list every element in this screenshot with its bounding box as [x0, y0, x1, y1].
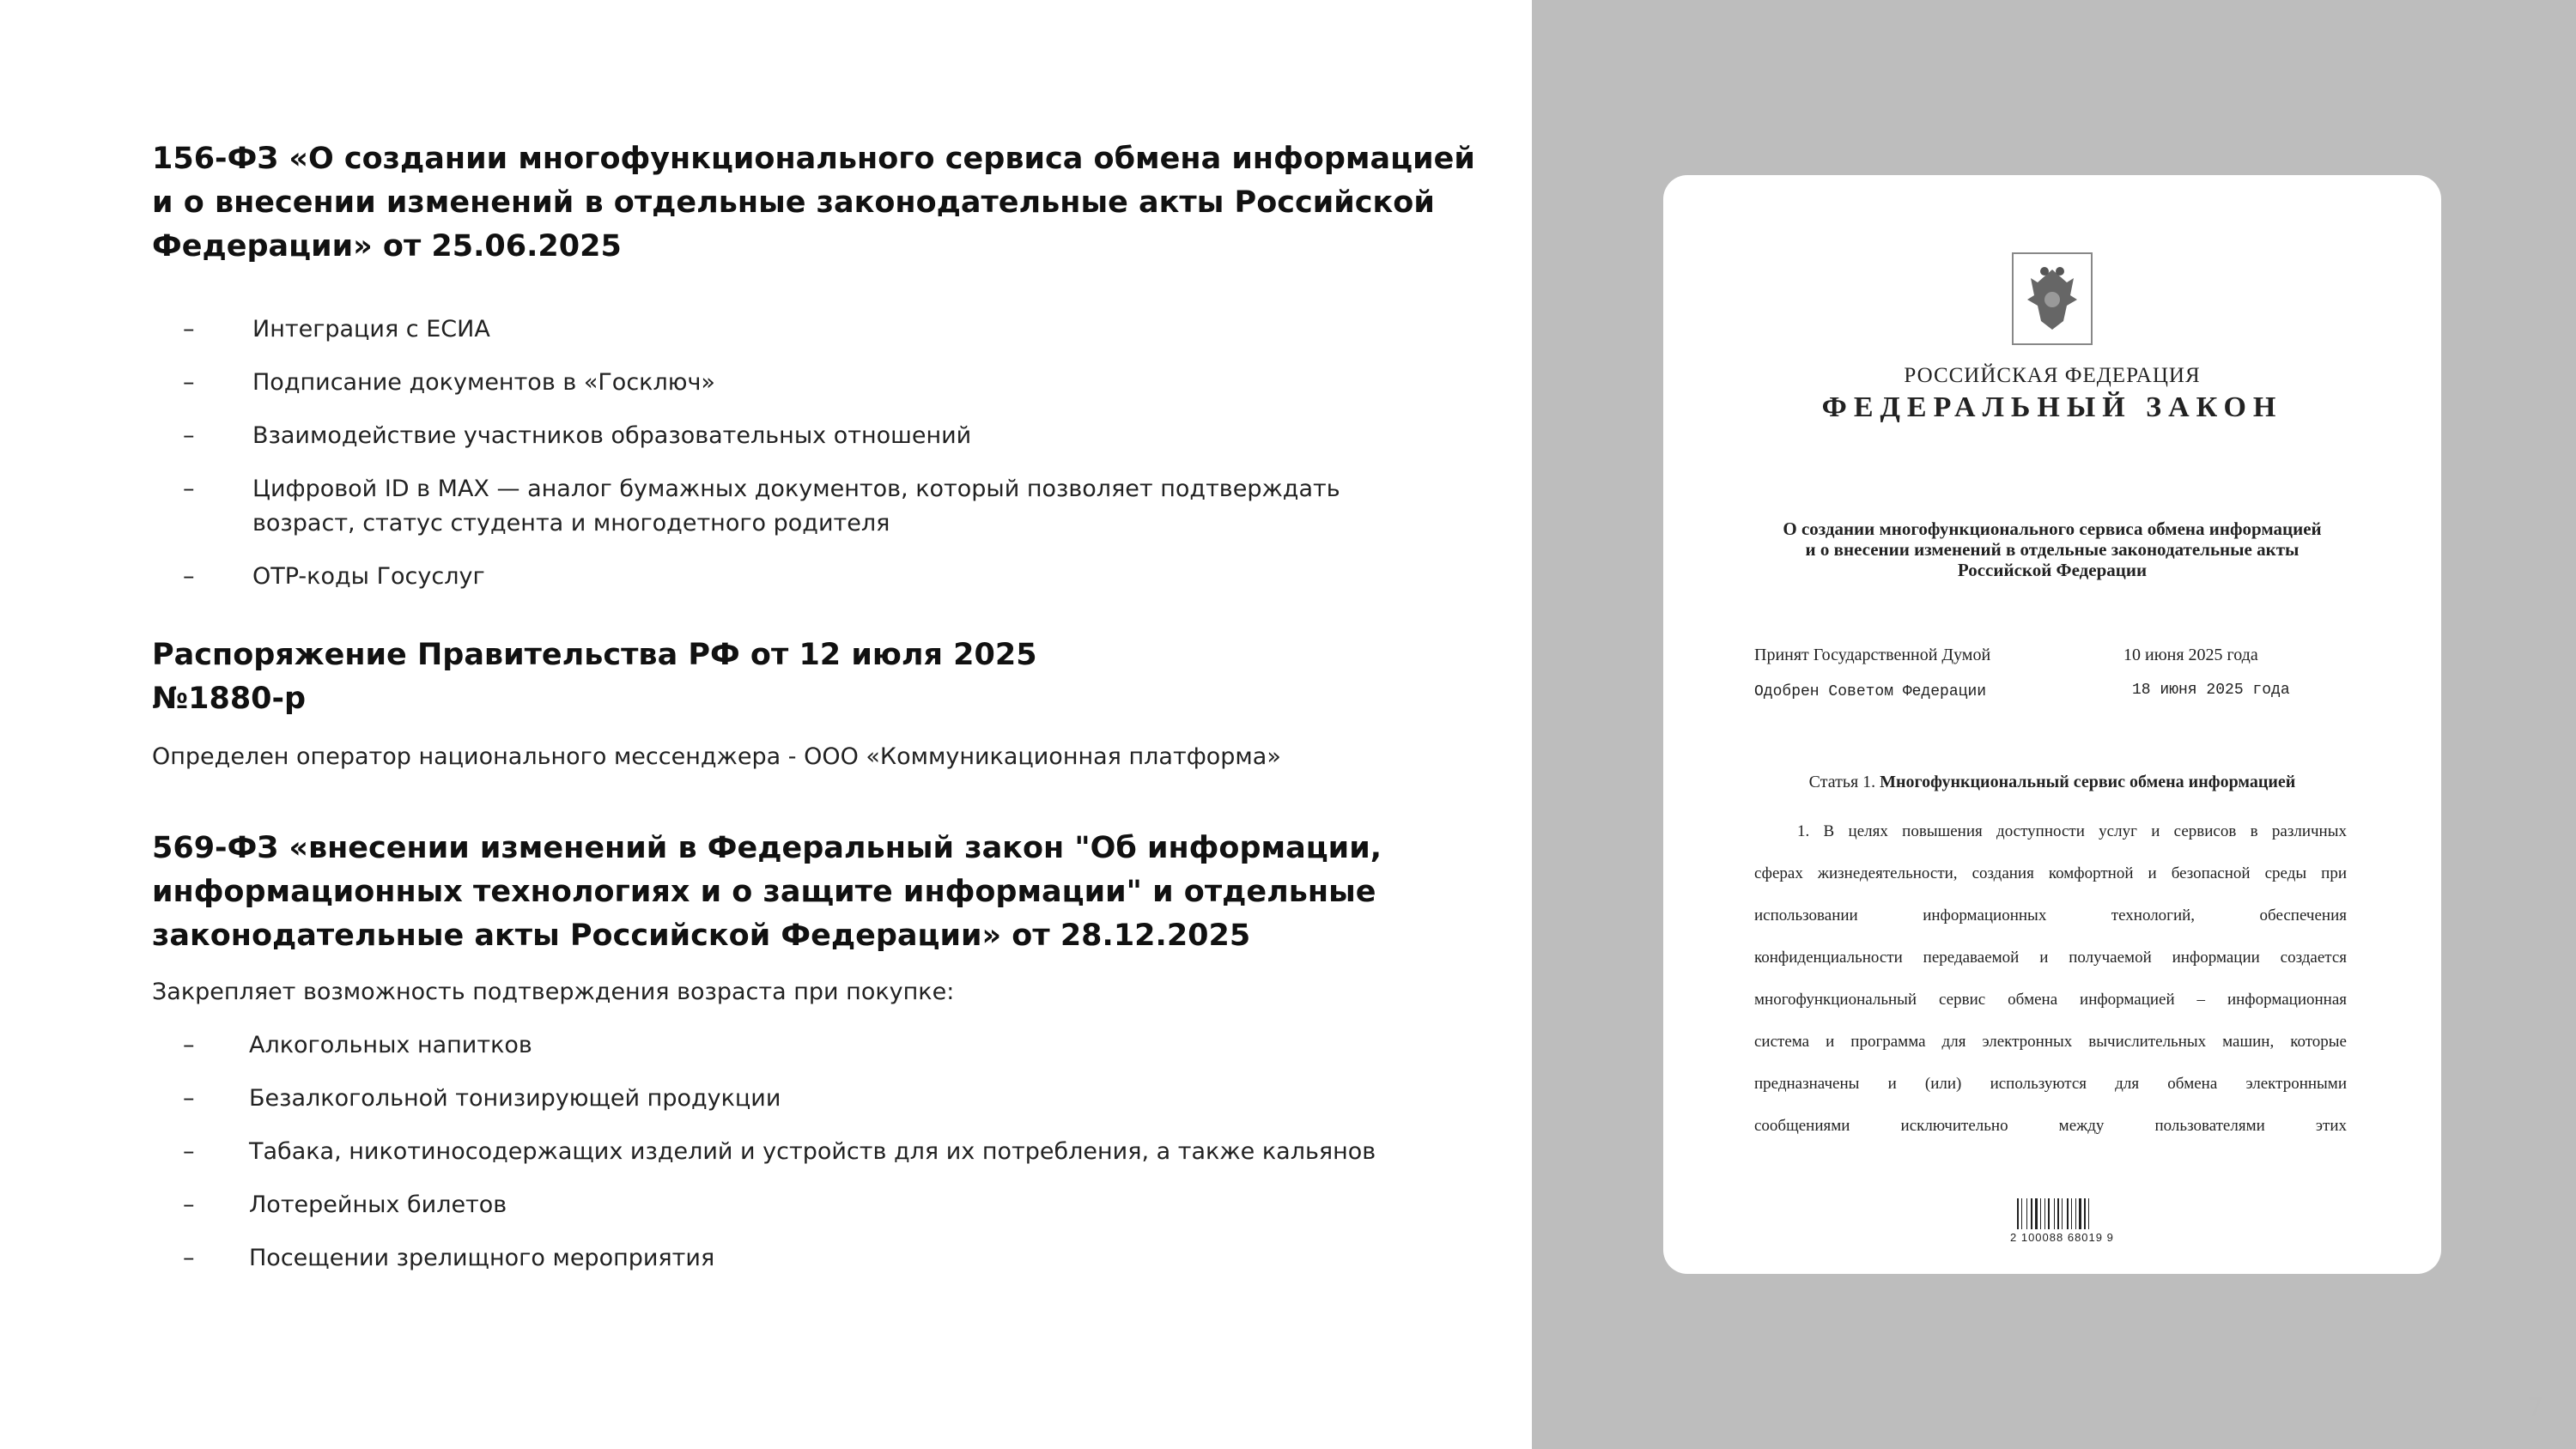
- doc-subject-line: О создании многофункционального сервиса обмена информацией: [1783, 518, 2322, 539]
- list-item: [152, 472, 1440, 541]
- dash-bullet: –: [183, 1032, 195, 1058]
- list-item-text: Цифровой ID в MAX — аналог бумажных документов, который позволяет подтверждать возраст, статус студента и многодетного родителя: [252, 476, 1340, 537]
- list-item-text: Лотерейных билетов: [249, 1191, 507, 1218]
- dash-bullet: –: [183, 1245, 195, 1271]
- doc-subject-line: и о внесении изменений в отдельные законодательные акты: [1805, 539, 2300, 560]
- doc-body: [1754, 810, 2347, 1147]
- section2-title-line1: Распоряжение Правительства РФ от 12 июля 2025: [152, 638, 1037, 672]
- dash-bullet: –: [183, 1138, 195, 1165]
- doc-approved-label: Одобрен Советом Федерации: [1754, 683, 1987, 700]
- dash-bullet: –: [183, 422, 195, 449]
- section2-text: Определен оператор национального мессенджера - ООО «Коммуникационная платформа»: [152, 743, 1281, 770]
- section2-title-line2: №1880-р: [152, 682, 307, 716]
- doc-type: ФЕДЕРАЛЬНЫЙ ЗАКОН: [1821, 391, 2283, 423]
- doc-approved-date: 18 июня 2025 года: [2132, 682, 2290, 699]
- barcode-bar: [2031, 1198, 2032, 1229]
- doc-body-line: сферах жизнедеятельности, создания комфортной и безопасной среды при: [1754, 864, 2347, 882]
- list-item: [152, 1188, 1440, 1222]
- doc-adopted-label: Принят Государственной Думой: [1754, 646, 1991, 664]
- section1-list: [152, 312, 1440, 613]
- doc-body-line: система и программа для электронных вычислительных машин, которые: [1754, 1033, 2347, 1051]
- law-document-image: [1663, 175, 2441, 1274]
- list-item-text: Подписание документов в «Госключ»: [252, 369, 715, 396]
- doc-article-title: Многофункциональный сервис обмена информацией: [1880, 773, 2296, 791]
- doc-body-line: конфиденциальности передаваемой и получаемой информации создается: [1754, 949, 2347, 967]
- list-item-text: Табака, никотиносодержащих изделий и устройств для их потребления, а также кальянов: [249, 1138, 1376, 1165]
- doc-country: РОССИЙСКАЯ ФЕДЕРАЦИЯ: [1904, 364, 2201, 387]
- section2-title: [152, 634, 1492, 721]
- section1-title: 156-ФЗ «О создании многофункционального сервиса обмена информацией и о внесении изменений в отдельные законодательные акты Российской Федерации» от 25.06.2025: [152, 142, 1475, 264]
- page-number: 7: [2526, 1393, 2543, 1423]
- doc-article-heading: [1663, 773, 2441, 792]
- barcode-bar: [2054, 1198, 2055, 1229]
- dash-bullet: –: [183, 1085, 195, 1112]
- section3-intro: Закрепляет возможность подтверждения возраста при покупке:: [152, 979, 955, 1005]
- list-item: [152, 366, 1440, 400]
- list-item: [152, 560, 1440, 594]
- barcode-bar: [2084, 1198, 2086, 1229]
- barcode-bar: [2026, 1198, 2027, 1229]
- doc-adopted-date: 10 июня 2025 года: [2123, 646, 2258, 664]
- barcode-bar: [2048, 1198, 2050, 1229]
- coat-of-arms-icon: [2012, 252, 2093, 345]
- barcode-bar: [2044, 1198, 2045, 1229]
- section3-title: 569-ФЗ «внесении изменений в Федеральный закон "Об информации, информационных технологиях и о защите информации" и отдельные законодательные акты Российской Федерации» от 28.12.2025: [152, 831, 1382, 953]
- doc-body-line: многофункциональный сервис обмена информацией – информационная: [1754, 991, 2347, 1009]
- dash-bullet: –: [183, 476, 195, 502]
- barcode-bar: [2057, 1198, 2059, 1229]
- barcode-bar: [2062, 1198, 2063, 1229]
- section3-list: [152, 1028, 1440, 1294]
- list-item-text: Безалкогольной тонизирующей продукции: [249, 1085, 781, 1112]
- dash-bullet: –: [183, 1191, 195, 1218]
- doc-body-line: 1. В целях повышения доступности услуг и сервисов в различных: [1797, 822, 2347, 840]
- list-item: [152, 1135, 1440, 1169]
- list-item: [152, 1082, 1440, 1116]
- barcode-bar: [2035, 1198, 2038, 1229]
- list-item-text: Алкогольных напитков: [249, 1032, 532, 1058]
- doc-body-line: использовании информационных технологий, обеспечения: [1754, 906, 2347, 925]
- barcode-bar: [2040, 1198, 2041, 1229]
- list-item-text: OTP-коды Госуслуг: [252, 563, 485, 590]
- list-item-text: Взаимодействие участников образовательных отношений: [252, 422, 972, 449]
- barcode-bar: [2067, 1198, 2069, 1229]
- list-item: [152, 312, 1440, 347]
- barcode-bar: [2071, 1198, 2072, 1229]
- doc-body-line: сообщениями исключительно между пользователями этих: [1754, 1117, 2347, 1135]
- dash-bullet: –: [183, 316, 195, 343]
- dash-bullet: –: [183, 369, 195, 396]
- barcode-bar: [2088, 1198, 2089, 1229]
- barcode-bar: [2079, 1198, 2081, 1229]
- barcode-bar: [2021, 1198, 2022, 1229]
- barcode-number: 2 100088 68019 9: [2010, 1231, 2114, 1244]
- doc-subject-line: Российской Федерации: [1957, 560, 2148, 580]
- list-item: [152, 1028, 1440, 1063]
- doc-body-line: предназначены и (или) используются для обмена электронными: [1754, 1075, 2347, 1093]
- dash-bullet: –: [183, 563, 195, 590]
- list-item-text: Посещении зрелищного мероприятия: [249, 1245, 715, 1271]
- list-item: [152, 1241, 1440, 1276]
- list-item-text: Интеграция с ЕСИА: [252, 316, 490, 343]
- barcode-bar: [2017, 1198, 2019, 1229]
- barcode-bar: [2075, 1198, 2076, 1229]
- doc-article-label: Статья 1.: [1808, 773, 1876, 791]
- doc-subject: [1732, 518, 2372, 580]
- list-item: [152, 419, 1440, 453]
